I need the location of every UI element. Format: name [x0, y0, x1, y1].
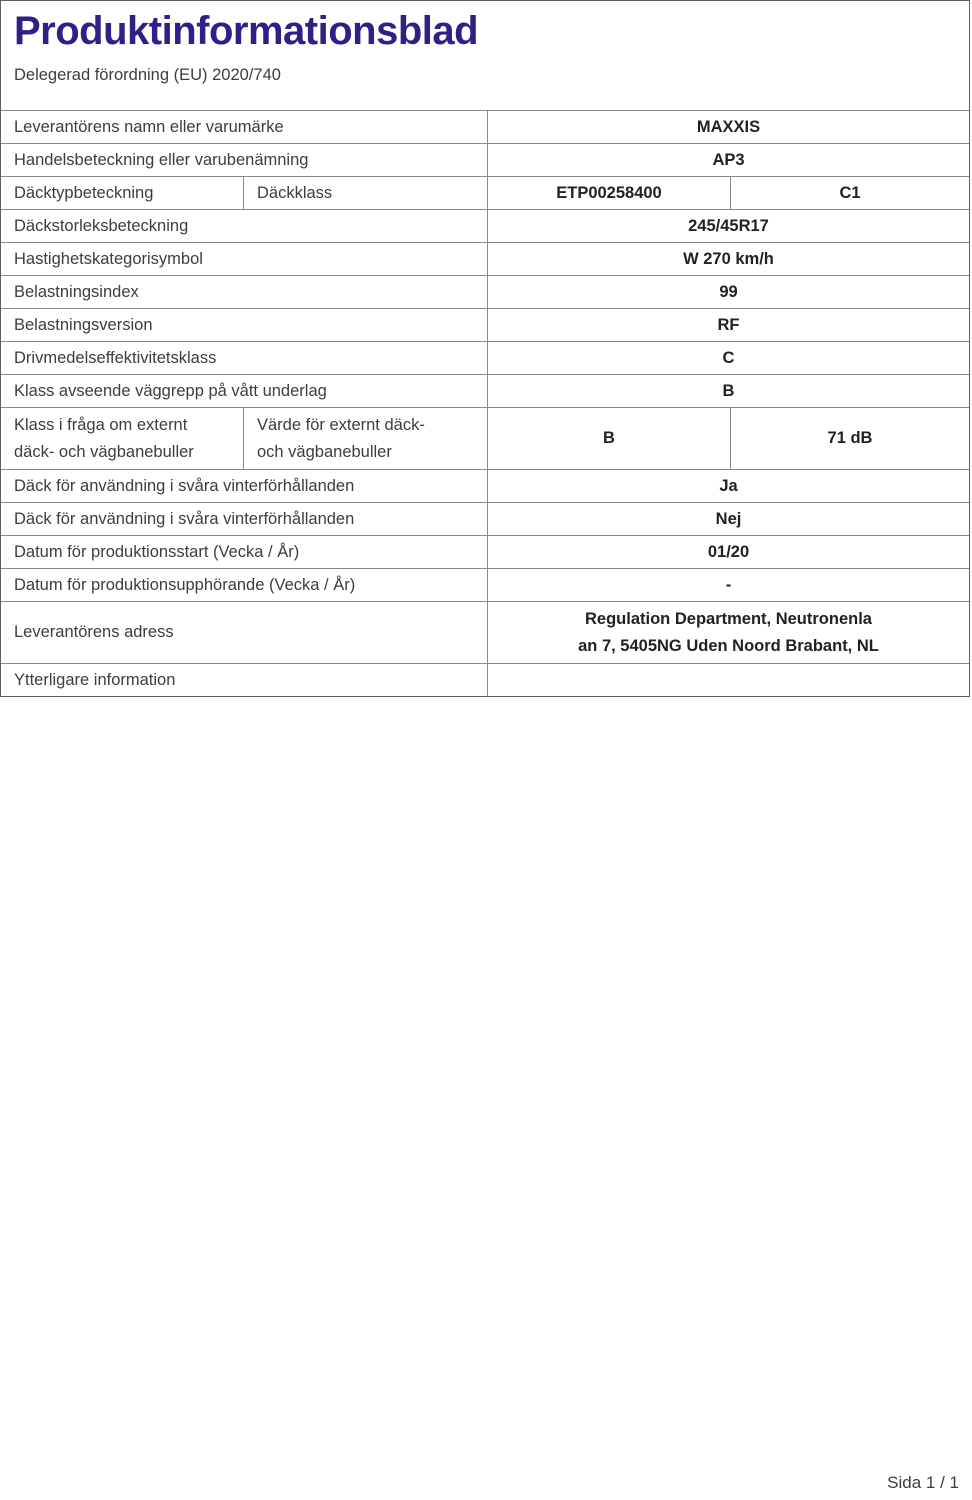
row-label: Däcktypbeteckning — [14, 183, 154, 202]
row-sublabel-line2: och vägbanebuller — [257, 442, 392, 461]
table-row — [1, 110, 969, 143]
row-value: - — [487, 569, 969, 601]
row-value: MAXXIS — [487, 111, 969, 143]
table-row — [1, 502, 969, 535]
row-value: AP3 — [487, 144, 969, 176]
row-value: B — [487, 375, 969, 407]
row-sublabel — [243, 408, 487, 469]
row-label — [1, 408, 243, 469]
row-label: Belastningsversion — [14, 315, 153, 334]
row-subvalue: 71 dB — [730, 408, 969, 469]
row-label: Däckstorleksbeteckning — [14, 216, 189, 235]
table-row — [1, 341, 969, 374]
table-row — [1, 176, 969, 209]
row-value: B — [487, 408, 730, 469]
supplier-address-line2: an 7, 5405NG Uden Noord Brabant, NL — [578, 636, 879, 655]
row-value — [487, 664, 969, 696]
row-value: 245/45R17 — [487, 210, 969, 242]
row-label-line1: Klass i fråga om externt — [14, 415, 188, 434]
row-label: Belastningsindex — [14, 282, 139, 301]
row-label: Däck för användning i svåra vinterförhållanden — [14, 509, 355, 528]
row-value — [487, 602, 969, 663]
row-subvalue: C1 — [730, 177, 969, 209]
page-title: Produktinformationsblad — [14, 9, 479, 53]
table-row — [1, 601, 969, 663]
row-value: C — [487, 342, 969, 374]
page-number: Sida 1 / 1 — [887, 1473, 959, 1492]
table-row — [1, 242, 969, 275]
row-label: Klass avseende väggrepp på vått underlag — [14, 381, 327, 400]
table-row — [1, 407, 969, 469]
regulation-subtitle: Delegerad förordning (EU) 2020/740 — [14, 66, 281, 84]
row-value: 01/20 — [487, 536, 969, 568]
table-row — [1, 663, 969, 696]
row-value: RF — [487, 309, 969, 341]
table-row — [1, 469, 969, 502]
row-value: W 270 km/h — [487, 243, 969, 275]
table-row — [1, 308, 969, 341]
sheet-header — [1, 1, 969, 110]
table-row — [1, 275, 969, 308]
row-value: Ja — [487, 470, 969, 502]
row-label: Ytterligare information — [14, 670, 176, 689]
row-label: Datum för produktionsupphörande (Vecka / År) — [14, 575, 356, 594]
row-sublabel-line1: Värde för externt däck- — [257, 415, 425, 434]
row-value: Nej — [487, 503, 969, 535]
row-label: Drivmedelseffektivitetsklass — [14, 348, 217, 367]
row-label: Hastighetskategorisymbol — [14, 249, 203, 268]
row-label-line2: däck- och vägbanebuller — [14, 442, 194, 461]
table-row — [1, 568, 969, 601]
row-label: Däck för användning i svåra vinterförhållanden — [14, 476, 355, 495]
table-row — [1, 209, 969, 242]
row-label: Handelsbeteckning eller varubenämning — [14, 150, 309, 169]
row-sublabel: Däckklass — [243, 177, 487, 209]
supplier-address-line1: Regulation Department, Neutronenla — [585, 609, 872, 628]
row-label: Leverantörens namn eller varumärke — [14, 117, 284, 136]
table-row — [1, 374, 969, 407]
table-row — [1, 535, 969, 568]
row-value: ETP00258400 — [487, 177, 730, 209]
table-row — [1, 143, 969, 176]
row-label: Datum för produktionsstart (Vecka / År) — [14, 542, 300, 561]
row-value: 99 — [487, 276, 969, 308]
row-label: Leverantörens adress — [14, 623, 174, 641]
product-information-sheet — [0, 0, 970, 697]
